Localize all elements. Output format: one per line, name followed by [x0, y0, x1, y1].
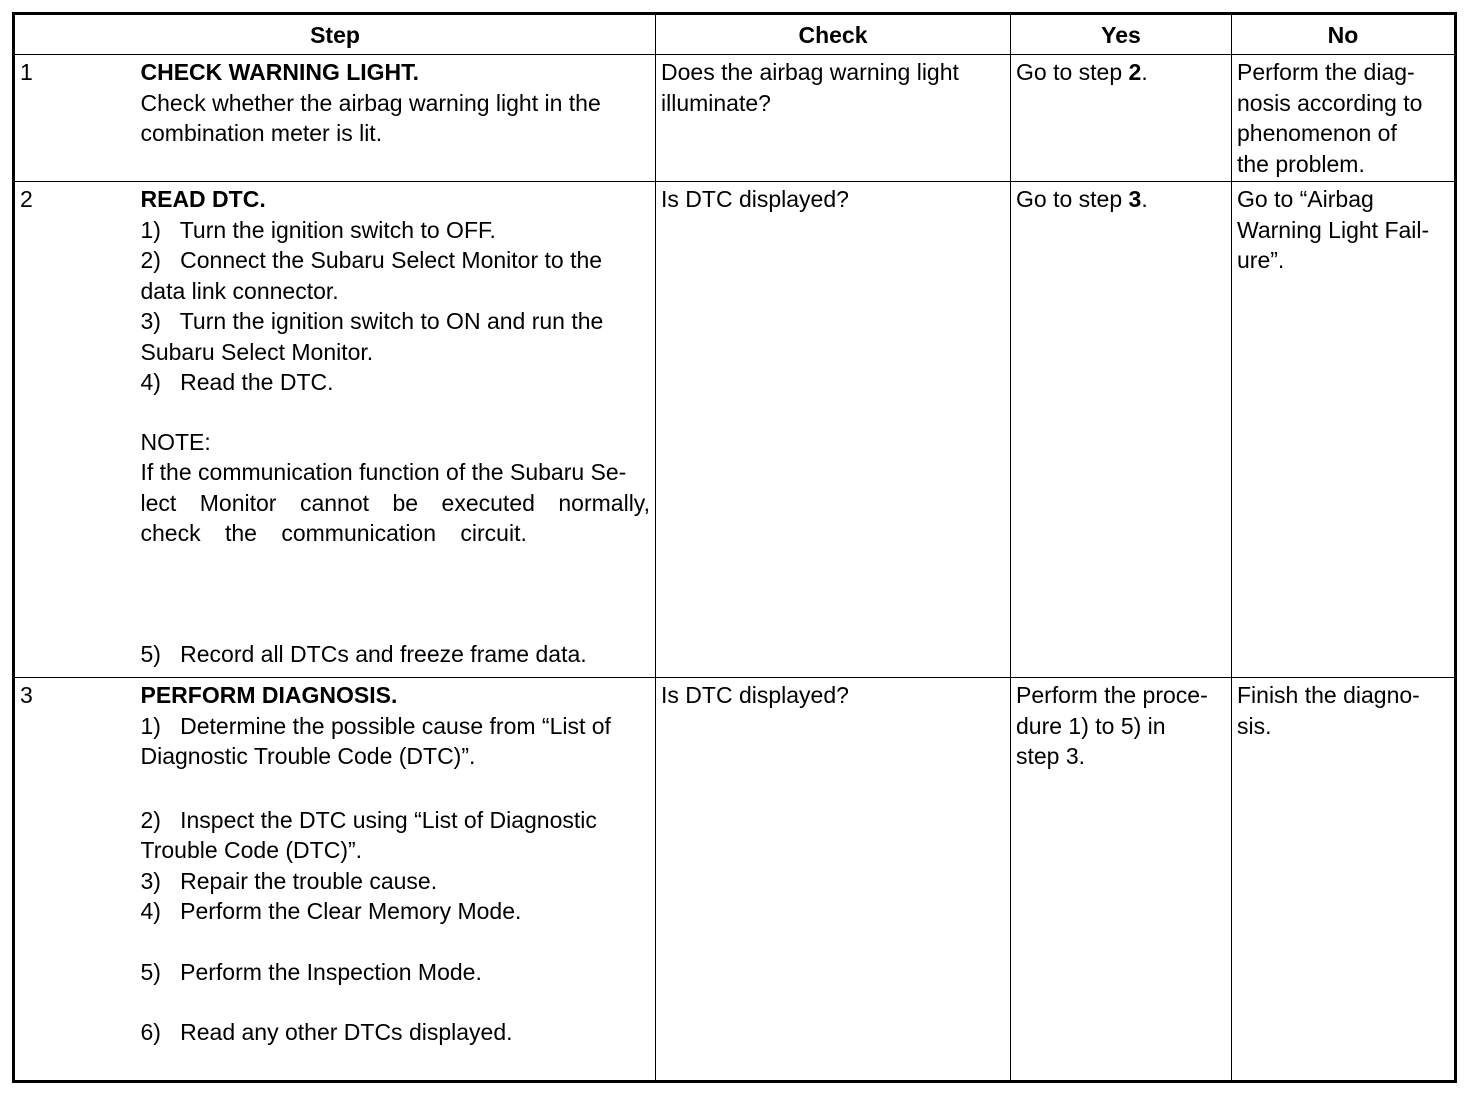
- no-cell: [1232, 55, 1456, 182]
- substep-cont: data link connector.: [140, 277, 339, 304]
- check-text: Is DTC displayed?: [661, 682, 849, 708]
- step-title: PERFORM DIAGNOSIS.: [140, 682, 398, 708]
- step-title: CHECK WARNING LIGHT.: [140, 59, 420, 85]
- no-text: sis.: [1237, 712, 1272, 739]
- substep: 4) Read the DTC.: [140, 369, 334, 395]
- step-title: READ DTC.: [140, 186, 266, 212]
- substep: 6) Read any other DTCs displayed.: [140, 1019, 513, 1045]
- note-text: check the communication circuit.: [140, 520, 527, 546]
- no-text: phenomenon of: [1237, 120, 1397, 146]
- check-text: illuminate?: [661, 89, 771, 116]
- no-text: the problem.: [1237, 150, 1365, 177]
- check-text: Is DTC displayed?: [661, 186, 849, 212]
- header-step: Step: [14, 14, 656, 55]
- substep-cont: Trouble Code (DTC)”.: [140, 837, 363, 863]
- yes-text: Go to step: [1016, 59, 1129, 85]
- note-text: lect Monitor cannot be executed normally,: [140, 489, 650, 516]
- substep: 2) Connect the Subaru Select Monitor to the: [140, 247, 603, 273]
- check-text: Does the airbag warning light: [661, 59, 959, 85]
- substep: 1) Turn the ignition switch to OFF.: [140, 216, 496, 243]
- table-row: [14, 182, 1456, 678]
- substep-cont: Subaru Select Monitor.: [140, 338, 374, 365]
- table-row: [14, 55, 1456, 182]
- substep: 5) Record all DTCs and freeze frame data.: [140, 640, 587, 667]
- step-cell: [136, 182, 656, 678]
- yes-text-end: .: [1141, 59, 1148, 85]
- check-cell: [656, 678, 1011, 1082]
- check-cell: [656, 55, 1011, 182]
- header-check: Check: [656, 14, 1011, 55]
- substep: 1) Determine the possible cause from “List of: [140, 712, 611, 739]
- no-cell: [1232, 182, 1456, 678]
- substep: 4) Perform the Clear Memory Mode.: [140, 898, 522, 924]
- yes-step-ref: 3: [1128, 186, 1142, 212]
- no-text: Warning Light Fail-: [1237, 216, 1430, 243]
- step-number: 1: [14, 55, 136, 182]
- check-cell: [656, 182, 1011, 678]
- substep: 5) Perform the Inspection Mode.: [140, 958, 482, 985]
- yes-text-end: .: [1141, 186, 1148, 212]
- yes-text: Perform the proce-: [1016, 682, 1208, 708]
- yes-cell: [1011, 182, 1232, 678]
- substep: 2) Inspect the DTC using “List of Diagnostic: [140, 806, 597, 833]
- table-row: [14, 678, 1456, 1082]
- step-number: 2: [14, 182, 136, 678]
- step-cell: [136, 55, 656, 182]
- note-text: If the communication function of the Subaru Se-: [140, 459, 627, 485]
- no-text: nosis according to: [1237, 89, 1423, 116]
- no-text: Go to “Airbag: [1237, 186, 1374, 212]
- substep-cont: Diagnostic Trouble Code (DTC)”.: [140, 743, 476, 769]
- yes-text: Go to step: [1016, 186, 1129, 212]
- no-text: ure”.: [1237, 247, 1285, 273]
- header-yes: Yes: [1011, 14, 1232, 55]
- step-number: 3: [14, 678, 136, 1082]
- yes-step-ref: 2: [1128, 59, 1142, 85]
- step-text: Check whether the airbag warning light in the: [140, 89, 601, 116]
- step-cell: [136, 678, 656, 1082]
- substep: 3) Turn the ignition switch to ON and run the: [140, 308, 604, 334]
- header-no: No: [1232, 14, 1456, 55]
- yes-cell: [1011, 678, 1232, 1082]
- note-label: NOTE:: [140, 428, 211, 455]
- diagnostic-table: [12, 12, 1457, 1083]
- no-text: Perform the diag-: [1237, 59, 1415, 85]
- step-text: combination meter is lit.: [140, 120, 383, 146]
- yes-text: dure 1) to 5) in: [1016, 712, 1166, 739]
- yes-cell: [1011, 55, 1232, 182]
- yes-text: step 3.: [1016, 743, 1086, 769]
- no-cell: [1232, 678, 1456, 1082]
- header-row: [14, 14, 1456, 55]
- no-text: Finish the diagno-: [1237, 682, 1420, 708]
- substep: 3) Repair the trouble cause.: [140, 867, 438, 894]
